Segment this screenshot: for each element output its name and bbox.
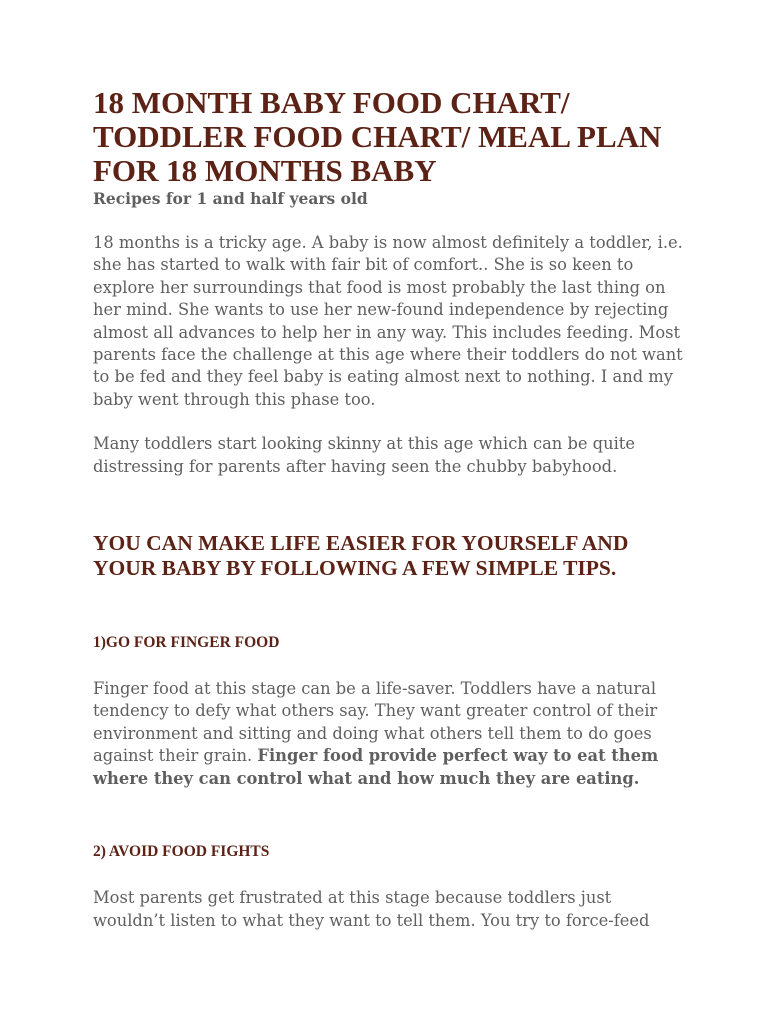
tip-body-food-fights: Most parents get frustrated at this stage because toddlers just wouldn’t listen to what they want to tell them. You try to force-feed: [93, 888, 650, 930]
tip-body-finger-food: [93, 678, 683, 790]
tip-heading-finger-food: 1)GO FOR FINGER FOOD: [93, 634, 280, 652]
tip-body-text: Finger food at this stage can be a life-saver. Toddlers have a natural tendency to defy what others say. They want greater control of their environment and sitting and doing what others tell them to do goes against their grain.: [93, 679, 658, 766]
page-title: 18 MONTH BABY FOOD CHART/ TODDLER FOOD CHART/ MEAL PLAN FOR 18 MONTHS BABY: [93, 85, 662, 188]
intro-paragraph-2: Many toddlers start looking skinny at this age which can be quite distressing for parents after having seen the chubby babyhood.: [93, 434, 635, 476]
intro-paragraph-1: 18 months is a tricky age. A baby is now almost definitely a toddler, i.e. she has started to walk with fair bit of comfort.. She is so keen to explore her surroundings that food is most probably the last thing on her mind. She wants to use her new-found independence by rejecting almost all advances to help her in any way. This includes feeding. Most parents face the challenge at this age where their toddlers do not want to be fed and they feel baby is eating almost next to nothing. I and my baby went through this phase too.: [93, 233, 683, 409]
tip-body-bold: Finger food provide perfect way to eat them where they can control what and how much they are eating.: [93, 746, 659, 788]
section-heading: YOU CAN MAKE LIFE EASIER FOR YOURSELF AND YOUR BABY BY FOLLOWING A FEW SIMPLE TIPS.: [93, 531, 629, 581]
document-page: [93, 86, 683, 932]
subtitle: Recipes for 1 and half years old: [93, 189, 368, 208]
tip-heading-food-fights: 2) AVOID FOOD FIGHTS: [93, 843, 270, 861]
